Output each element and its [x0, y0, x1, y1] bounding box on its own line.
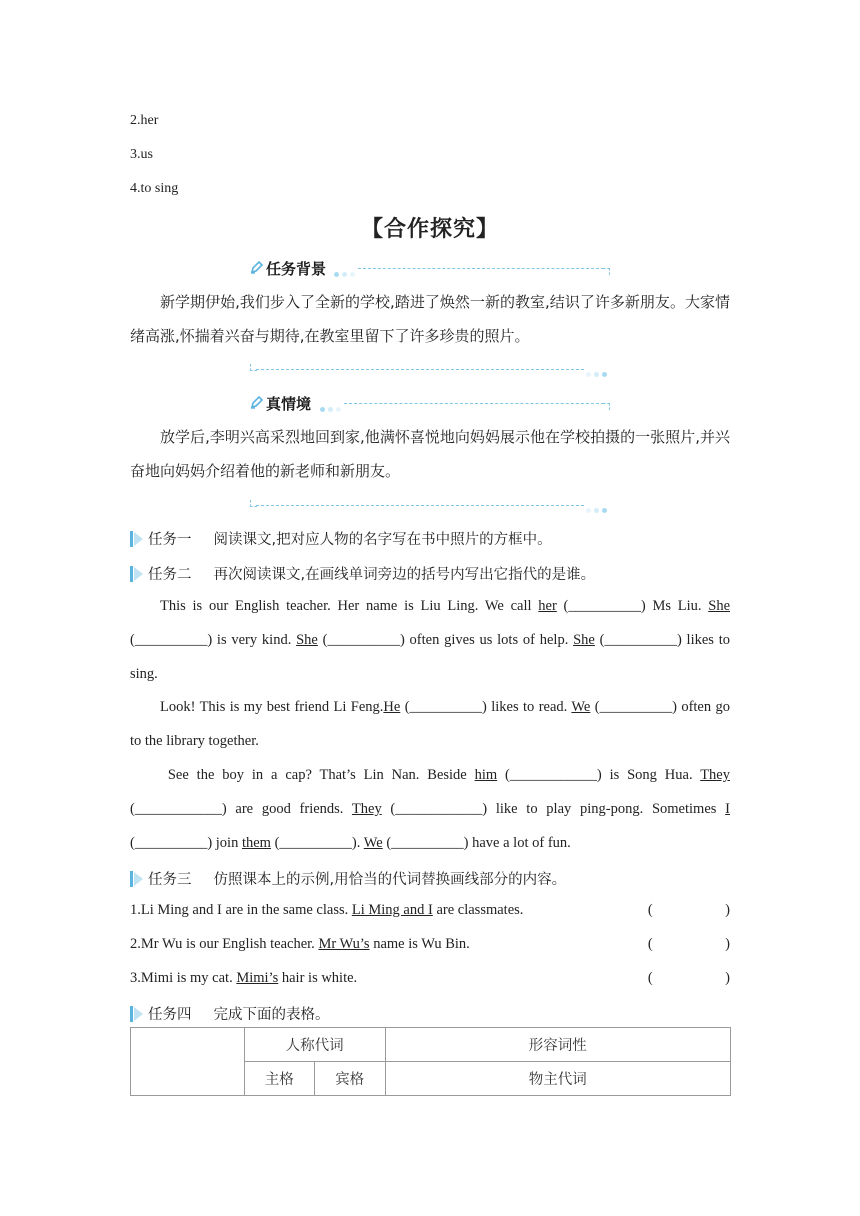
scenario-divider — [250, 500, 610, 510]
underlined-word: They — [351, 801, 382, 817]
task-3 — [130, 868, 566, 888]
task-3-question-3: 3.Mimi is my cat. Mimi’s hair is white. ( ) — [130, 970, 730, 986]
background-divider — [250, 364, 610, 374]
underlined-word: She — [708, 598, 730, 614]
underlined-word: She — [573, 632, 595, 648]
table-header-personal-pronoun: 人称代词 — [244, 1028, 385, 1062]
underlined-phrase: Mr Wu’s — [318, 936, 370, 952]
pen-icon — [250, 260, 264, 279]
heading-dashed-line — [358, 268, 604, 269]
table-header-object-case: 宾格 — [314, 1062, 385, 1096]
passage-paragraph-2: Look! This is my best friend Li Feng.He (__________) likes to read. We (__________) often go to the library together. — [130, 699, 730, 749]
answer-line-3: 3.us — [130, 147, 153, 162]
task-4 — [130, 1003, 330, 1023]
passage-paragraph-1: This is our English teacher. Her name is Liu Ling. We call her (__________) Ms Liu. She (__________) is very kind. She (__________) often gives us lots of help. She (__________) likes to sing. — [130, 598, 730, 682]
underlined-phrase: Li Ming and I — [351, 902, 433, 918]
pen-icon — [250, 395, 264, 414]
heading-dots — [320, 401, 344, 418]
background-heading-label: 任务背景 — [266, 260, 327, 278]
task-1 — [130, 528, 552, 548]
table-header-adjective-possessive: 形容词性 — [385, 1028, 730, 1062]
task-2-text: 再次阅读课文,在画线单词旁边的括号内写出它指代的是谁。 — [213, 567, 596, 583]
passage-paragraph-3: See the boy in a cap? That’s Lin Nan. Beside him (____________) is Song Hua. They (____________) are good friends. They (____________) like to play ping-pong. Sometimes I (__________) join them (__________). We (__________) have a lot of fun. — [130, 767, 730, 851]
task-3-text: 仿照课本上的示例,用恰当的代词替换画线部分的内容。 — [213, 872, 567, 888]
task-4-label: 任务四 — [148, 1007, 192, 1023]
pronoun-table — [130, 1027, 731, 1096]
heading-dashed-hook — [603, 403, 610, 410]
underlined-word: They — [700, 767, 730, 783]
underlined-word: them — [241, 835, 271, 851]
task-2-label: 任务二 — [148, 567, 192, 583]
answer-parentheses: ( ) — [647, 936, 730, 952]
underlined-word: I — [725, 801, 730, 817]
underlined-phrase: Mimi’s — [236, 970, 279, 986]
scenario-text — [130, 420, 730, 488]
task-flag-icon — [130, 531, 144, 547]
table-header-subject-case: 主格 — [244, 1062, 314, 1096]
background-text-content: 新学期伊始,我们步入了全新的学校,踏进了焕然一新的教室,结识了许多新朋友。大家情绪高涨,怀揣着兴奋与期待,在教室里留下了许多珍贵的照片。 — [130, 293, 730, 345]
task-2 — [130, 563, 595, 583]
underlined-word: She — [296, 632, 318, 648]
scenario-text-content: 放学后,李明兴高采烈地回到家,他满怀喜悦地向妈妈展示他在学校拍摄的一张照片,并兴奋地向妈妈介绍着他的新老师和新朋友。 — [130, 428, 730, 480]
scenario-heading-label: 真情境 — [266, 395, 312, 413]
task-1-text: 阅读课文,把对应人物的名字写在书中照片的方框中。 — [213, 532, 552, 548]
answer-line-2: 2.her — [130, 113, 159, 128]
underlined-word: him — [474, 767, 498, 783]
underlined-word: We — [571, 699, 591, 715]
background-heading — [250, 258, 610, 280]
background-text — [130, 285, 730, 353]
heading-dots — [334, 266, 358, 283]
task-1-label: 任务一 — [148, 532, 192, 548]
table-header-possessive-pronoun: 物主代词 — [385, 1062, 730, 1096]
heading-dashed-hook — [603, 268, 610, 275]
table-blank-cell — [131, 1028, 245, 1096]
answer-line-4: 4.to sing — [130, 181, 179, 196]
task-3-question-2: 2.Mr Wu is our English teacher. Mr Wu’s name is Wu Bin. ( ) — [130, 936, 730, 952]
task-flag-icon — [130, 1006, 144, 1022]
underlined-word: He — [383, 699, 401, 715]
task-3-label: 任务三 — [148, 872, 192, 888]
heading-dashed-line — [344, 403, 604, 404]
scenario-heading — [250, 393, 610, 415]
underlined-word: her — [538, 598, 557, 614]
task-flag-icon — [130, 871, 144, 887]
task-3-question-1: 1.Li Ming and I are in the same class. Li Ming and I are classmates. ( ) — [130, 902, 730, 918]
answer-parentheses: ( ) — [647, 902, 730, 918]
task-flag-icon — [130, 566, 144, 582]
answer-parentheses: ( ) — [647, 970, 730, 986]
task-4-text: 完成下面的表格。 — [213, 1007, 330, 1023]
underlined-word: We — [363, 835, 383, 851]
section-title: 【合作探究】 — [360, 217, 499, 242]
